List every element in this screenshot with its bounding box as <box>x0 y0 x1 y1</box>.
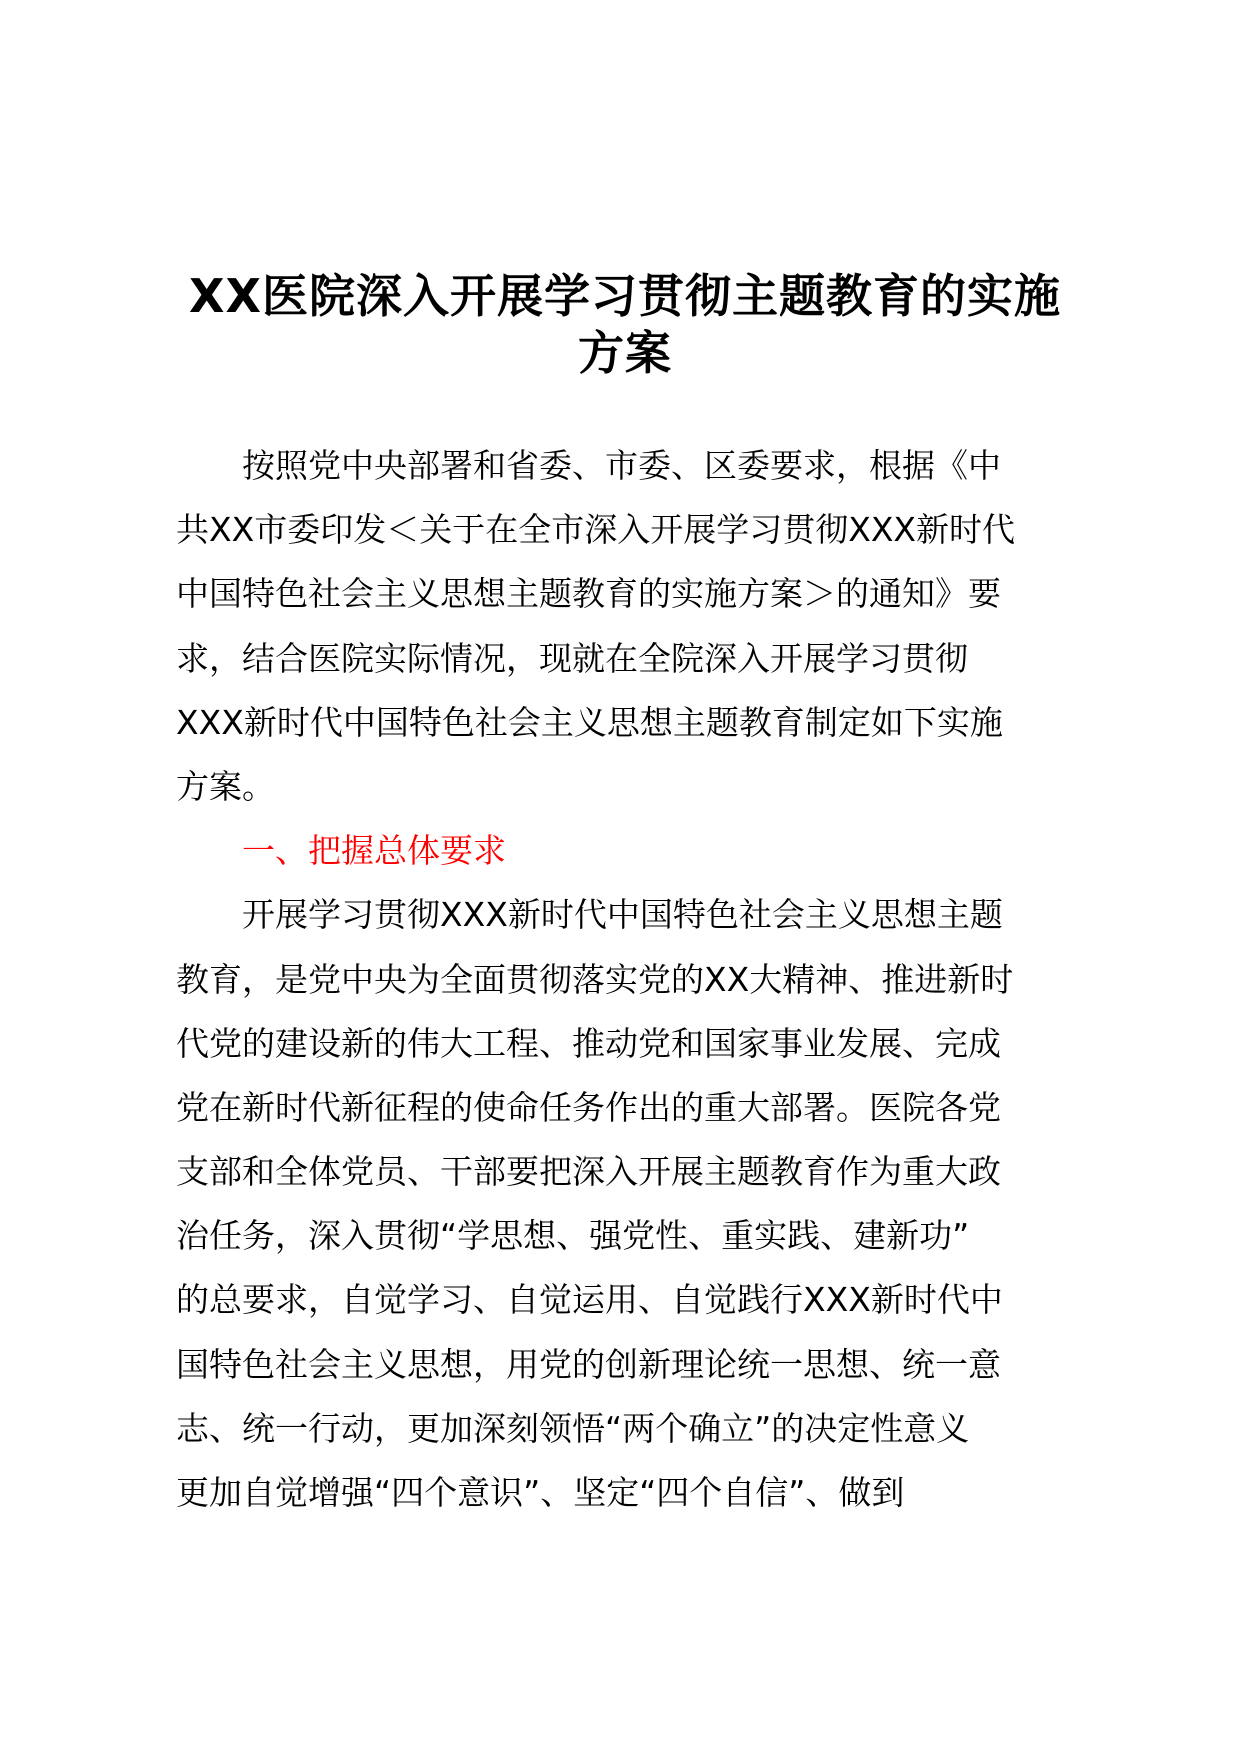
document-body <box>176 434 1106 1525</box>
section-heading <box>176 819 1106 883</box>
paragraph-line: 更加自觉增强“四个意识”、坚定“四个自信”、做到 <box>176 1473 905 1512</box>
paragraph-line: 求，结合医院实际情况，现就在全院深入开展学习贯彻 <box>176 638 968 678</box>
paragraph-line: 支部和全体党员、干部要把深入开展主题教育作为重大政 <box>176 1152 1001 1192</box>
paragraph-line: 党在新时代新征程的使命任务作出的重大部署。医院各党 <box>176 1087 1001 1127</box>
title-line: XX医院深入开展学习贯彻主题教育的实施 <box>189 269 1061 323</box>
paragraph-line: 开展学习贯彻XXX新时代中国特色社会主义思想主题 <box>242 895 1003 935</box>
paragraph-line: 治任务，深入贯彻“学思想、强党性、重实践、建新功” <box>176 1216 970 1256</box>
paragraph-line: 方案。 <box>176 766 275 806</box>
paragraph-line: 按照党中央部署和省委、市委、区委要求，根据《中 <box>242 446 1001 485</box>
section-heading-text: 一、把握总体要求 <box>242 831 506 871</box>
paragraph-line: 志、统一行动，更加深刻领悟“两个确立”的决定性意义 <box>176 1408 970 1448</box>
paragraph-line: 教育，是党中央为全面贯彻落实党的XX大精神、推进新时 <box>176 959 1014 999</box>
paragraph-line: 中国特色社会主义思想主题教育的实施方案＞的通知》要 <box>176 574 1001 614</box>
paragraph-intro <box>176 434 1106 819</box>
paragraph-line: 代党的建设新的伟大工程、推动党和国家事业发展、完成 <box>176 1023 1001 1063</box>
title-line: 方案 <box>578 326 672 380</box>
paragraph-line: 共XX市委印发＜关于在全市深入开展学习贯彻XXX新时代 <box>176 510 1016 550</box>
paragraph-line: 国特色社会主义思想，用党的创新理论统一思想、统一意 <box>176 1344 1001 1384</box>
paragraph-line: 的总要求，自觉学习、自觉运用、自觉践行XXX新时代中 <box>176 1280 1003 1320</box>
paragraph-line: XXX新时代中国特色社会主义思想主题教育制定如下实施 <box>176 702 1003 742</box>
document-title <box>160 268 1090 382</box>
paragraph-requirements <box>176 883 1106 1525</box>
